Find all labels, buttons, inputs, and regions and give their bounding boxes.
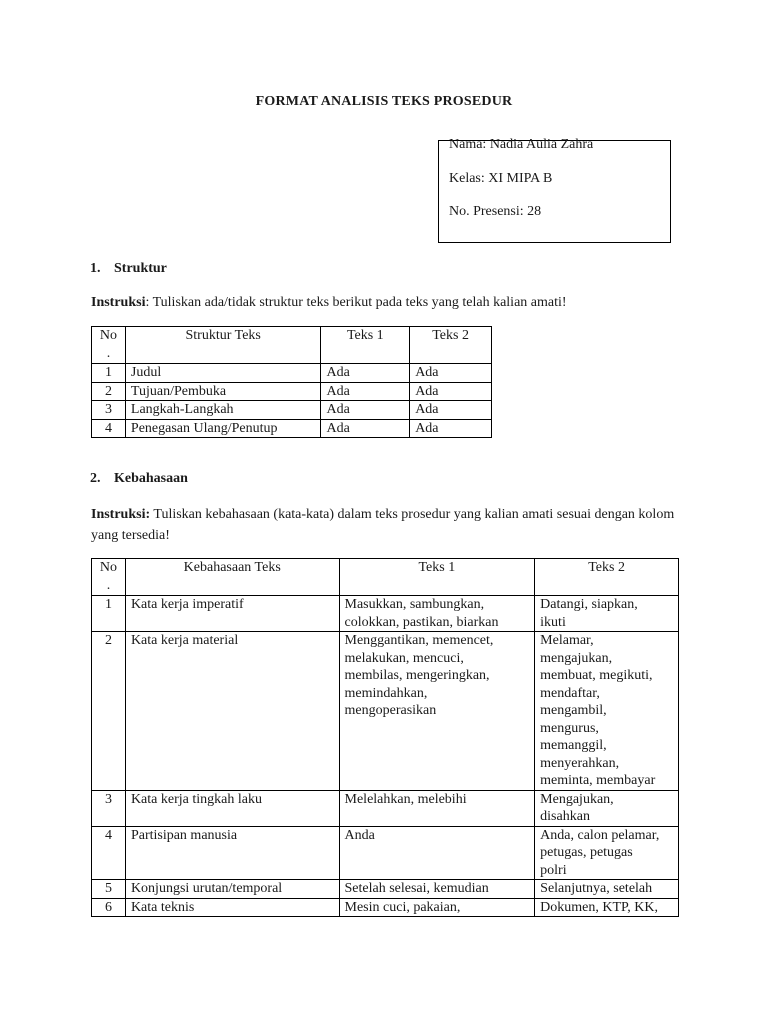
- cell-line: Kata kerja material: [130, 633, 239, 648]
- cell-line: Teks 2: [588, 560, 625, 575]
- cell-line: Mengajukan,: [540, 791, 614, 807]
- student-name: Nama: Nadia Aulia Zahra: [449, 137, 594, 152]
- cell-line: Ada: [326, 420, 350, 436]
- table-cell: [410, 364, 492, 383]
- table-row: [92, 382, 492, 401]
- cell-line: Judul: [130, 365, 162, 380]
- table-cell: [125, 826, 339, 880]
- row-number: [92, 632, 126, 791]
- header-cell: [339, 559, 535, 596]
- table-row: [92, 632, 679, 791]
- cell-line: Masukkan, sambungkan,: [344, 597, 485, 612]
- cell-line: ikuti: [540, 614, 566, 630]
- cell-line: menyerahkan,: [540, 755, 620, 771]
- table-cell: [339, 632, 535, 791]
- cell-line: Melamar,: [540, 633, 594, 648]
- table-cell: [339, 790, 535, 826]
- cell-line: 2: [104, 383, 112, 399]
- cell-line: Dokumen, KTP, KK,: [540, 899, 659, 915]
- header-no: [92, 327, 126, 364]
- row-number: [92, 364, 126, 383]
- cell-line: Ada: [326, 365, 350, 380]
- header-no: [92, 559, 126, 596]
- row-number: [92, 401, 126, 420]
- table-cell: [321, 382, 410, 401]
- cell-line: colokkan, pastikan, biarkan: [344, 614, 499, 630]
- row-number: [92, 419, 126, 438]
- cell-line: Ada: [415, 365, 439, 380]
- table-cell: [339, 880, 535, 899]
- cell-line: Tujuan/Pembuka: [130, 383, 227, 399]
- table-cell: [321, 401, 410, 420]
- cell-line: 2: [104, 633, 112, 648]
- cell-line: Penegasan Ulang/Penutup: [130, 420, 278, 436]
- table-cell: [125, 382, 321, 401]
- structure-table: [91, 326, 492, 438]
- cell-line: Kebahasaan Teks: [183, 560, 281, 575]
- cell-line: 4: [104, 420, 112, 436]
- table-cell: [125, 632, 339, 791]
- table-cell: [321, 364, 410, 383]
- cell-line: Melelahkan, melebihi: [344, 791, 467, 807]
- table-row: [92, 596, 679, 632]
- table-header-row: [92, 327, 492, 364]
- section-2-number: 2.: [90, 471, 101, 486]
- table-cell: [410, 419, 492, 438]
- cell-line: mengurus,: [540, 720, 599, 736]
- cell-line: No: [99, 560, 118, 575]
- table-cell: [339, 826, 535, 880]
- cell-line: Anda: [344, 827, 375, 843]
- student-presensi: No. Presensi: 28: [449, 204, 542, 219]
- row-number: [92, 898, 126, 917]
- instruction-text: Tuliskan kebahasaan (kata-kata) dalam teks prosedur yang kalian amati sesuai dengan kolom yang tersedia!: [91, 507, 675, 543]
- table-cell: [125, 364, 321, 383]
- language-table: [91, 558, 679, 917]
- cell-line: mengajukan,: [540, 650, 613, 666]
- section-1-number: 1.: [90, 261, 101, 276]
- identity-box: [438, 137, 671, 243]
- cell-line: 5: [104, 881, 112, 896]
- cell-line: Ada: [326, 383, 350, 399]
- header-cell: [321, 327, 410, 364]
- table-cell: [535, 880, 679, 899]
- cell-line: polri: [540, 862, 567, 878]
- cell-line: Kata teknis: [130, 899, 195, 915]
- table-cell: [125, 898, 339, 917]
- table-cell: [339, 898, 535, 917]
- table-cell: [321, 419, 410, 438]
- row-number: [92, 826, 126, 880]
- section-1-instruction: [91, 292, 681, 313]
- table-cell: [535, 790, 679, 826]
- table-cell: [125, 401, 321, 420]
- cell-line: 4: [104, 827, 112, 843]
- cell-line: Partisipan manusia: [130, 827, 238, 843]
- table-row: [92, 419, 492, 438]
- row-number: [92, 880, 126, 899]
- table-row: [92, 826, 679, 880]
- cell-line: memanggil,: [540, 738, 607, 753]
- table-cell: [535, 632, 679, 791]
- cell-line: melakukan, mencuci,: [344, 650, 464, 666]
- cell-line: Setelah selesai, kemudian: [344, 881, 489, 896]
- cell-line: meminta, membayar: [540, 773, 656, 788]
- table-row: [92, 790, 679, 826]
- cell-line: Menggantikan, memencet,: [344, 633, 494, 648]
- cell-line: Konjungsi urutan/temporal: [130, 881, 283, 896]
- table-row: [92, 898, 679, 917]
- header-cell: [125, 559, 339, 596]
- cell-line: Teks 1: [418, 560, 456, 575]
- student-class: Kelas: XI MIPA B: [449, 171, 553, 186]
- cell-line: Kata kerja imperatif: [130, 597, 244, 612]
- row-number: [92, 596, 126, 632]
- table-cell: [125, 419, 321, 438]
- table-cell: [339, 596, 535, 632]
- header-cell: [410, 327, 492, 364]
- section-2-instruction: [91, 504, 681, 546]
- table-row: [92, 880, 679, 899]
- table-row: [92, 364, 492, 383]
- cell-line: 3: [104, 791, 112, 807]
- cell-line: 6: [104, 899, 112, 915]
- section-1-heading: [90, 261, 167, 277]
- header-cell: [125, 327, 321, 364]
- table-cell: [410, 382, 492, 401]
- cell-line: Struktur Teks: [185, 328, 261, 343]
- table-cell: [535, 898, 679, 917]
- cell-line: Anda, calon pelamar,: [540, 827, 660, 843]
- cell-line: Teks 2: [432, 328, 469, 343]
- table-cell: [125, 880, 339, 899]
- cell-line: membilas, mengeringkan,: [344, 668, 490, 683]
- cell-line: Ada: [415, 402, 439, 417]
- cell-line: Ada: [326, 402, 350, 417]
- table-cell: [125, 790, 339, 826]
- instruction-label: Instruksi:: [91, 507, 151, 522]
- cell-line: Langkah-Langkah: [130, 402, 234, 417]
- row-number: [92, 382, 126, 401]
- page-title: FORMAT ANALISIS TEKS PROSEDUR: [255, 94, 513, 109]
- cell-line: Teks 1: [346, 328, 384, 343]
- cell-line: No: [99, 328, 118, 343]
- cell-line: 3: [104, 402, 112, 417]
- cell-line: membuat, megikuti,: [540, 668, 653, 683]
- cell-line: Ada: [415, 383, 439, 399]
- cell-line: 1: [104, 365, 112, 380]
- cell-line: mengoperasikan: [344, 703, 437, 718]
- instruction-text: : Tuliskan ada/tidak struktur teks berikut pada teks yang telah kalian amati!: [145, 295, 567, 310]
- cell-line: 1: [104, 597, 112, 612]
- instruction-label: Instruksi: [91, 295, 146, 310]
- cell-line: Mesin cuci, pakaian,: [344, 899, 461, 915]
- table-row: [92, 401, 492, 420]
- section-2-heading: [90, 471, 188, 487]
- section-1-title: Struktur: [114, 261, 167, 276]
- table-cell: [125, 596, 339, 632]
- row-number: [92, 790, 126, 826]
- cell-line: Kata kerja tingkah laku: [130, 791, 262, 807]
- cell-line: .: [106, 577, 111, 593]
- cell-line: mengambil,: [540, 703, 607, 718]
- cell-line: mendaftar,: [540, 685, 600, 701]
- cell-line: Ada: [415, 420, 439, 436]
- table-header-row: [92, 559, 679, 596]
- cell-line: .: [106, 345, 111, 361]
- table-cell: [410, 401, 492, 420]
- cell-line: Datangi, siapkan,: [540, 597, 638, 612]
- table-cell: [535, 826, 679, 880]
- cell-line: petugas, petugas: [540, 845, 633, 860]
- cell-line: Selanjutnya, setelah: [540, 881, 653, 896]
- cell-line: disahkan: [540, 809, 590, 824]
- header-cell: [535, 559, 679, 596]
- section-2-title: Kebahasaan: [114, 471, 188, 486]
- table-cell: [535, 596, 679, 632]
- cell-line: memindahkan,: [344, 685, 428, 701]
